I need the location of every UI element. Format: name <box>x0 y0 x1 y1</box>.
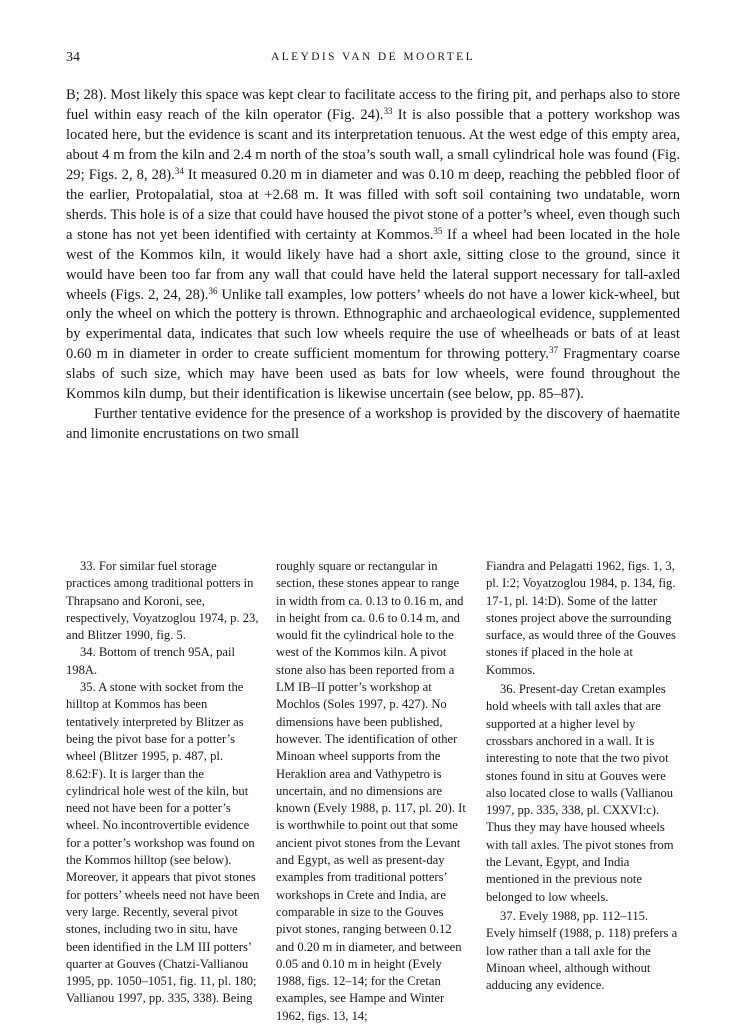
body-paragraph <box>66 405 680 445</box>
running-head: ALEYDIS VAN DE MOORTEL <box>270 51 476 63</box>
footnote: 37. Evely 1988, pp. 112–115. Evely himself (1988, p. 118) prefers a low rather than a tall axle for the Minoan wheel, although without adducing any evidence. <box>486 908 678 993</box>
body-paragraph <box>66 86 680 405</box>
footnote-reference: 36 <box>208 285 218 296</box>
body-text <box>66 86 680 445</box>
footnote-reference: 34 <box>174 165 184 176</box>
page-header <box>66 50 680 70</box>
page-number: 34 <box>66 50 80 65</box>
body-text-run: Further tentative evidence for the presence of a workshop is provided by the discovery of haematite and limonite encrustations on two small <box>66 406 680 443</box>
footnotes <box>66 558 680 1025</box>
footnote: 33. For similar fuel storage practices among traditional potters in Thrapsano and Koroni, see, respectively, Voyatzoglou 1974, p. 23, and Blitzer 1990, fig. 5. <box>66 559 259 643</box>
footnote: roughly square or rectangular in section, these stones appear to range in width from ca. 0.13 to 0.16 m, and in height from ca. 0.6 to 0.14 m, and would fit the cylindrical hole to the west of the Kommos kiln. A pivot stone also has been reported from a LM IB–II potter’s workshop at Mochlos (Soles 1997, p. 427). No dimensions have been published, however. The identification of other Minoan wheel supports from the Heraklion area and Vathypetro is uncertain, and no dimensions are known (Evely 1988, p. 117, pl. 20). It is worthwhile to point out that some ancient pivot stones from the Levant and Egypt, as well as present-day examples from traditional potters’ workshops in Crete and India, are comparable in size to the Gouves pivot stones, ranging between 0.12 and 0.20 m in diameter, and between 0.05 and 0.10 m in height (Evely 1988, figs. 12–14; for the Cretan examples, see Hampe and Winter 1962, figs. 13, 14; <box>276 559 466 1023</box>
footnote-reference: 37 <box>549 345 559 356</box>
footnote-column-2 <box>276 558 470 1025</box>
body-text-run: Fragmentary coarse slabs of such size, which may have been used as bats for low wheels, were found throughout the Kommos kiln dump, but their identification is likewise uncertain (see below, pp. 85–87). <box>66 346 680 403</box>
footnote: 35. A stone with socket from the hilltop at Kommos has been tentatively interpreted by Blitzer as being the pivot base for a potter’s wheel (Blitzer 1995, p. 487, pl. 8.62:F). It is larger than the cylindrical hole west of the kiln, but need not have been for a potter’s wheel. No incontrovertible evidence for a potter’s workshop was found on the Kommos hilltop (see below). Moreover, it appears that pivot stones for potters’ wheels need not have been very large. Recently, several pivot stones, including two in situ, have been identified in the LM III potters’ quarter at Gouves (Chatzi-Vallianou 1995, pp. 1050–1051, fig. 11, pl. 180; Vallianou 1997, pp. 335, 338). Being <box>66 680 260 1006</box>
footnote-reference: 33 <box>383 105 393 116</box>
body-text-run: It measured 0.20 m in diameter and was 0.10 m deep, reaching the pebbled floor of the earlier, Protopalatial, stoa at +2.68 m. It was filled with soft soil containing two undatable, worn sherds. This hole is of a size that could have housed the pivot stone of a potter’s wheel, even though such a stone has not yet been identified with certainty at Kommos. <box>66 166 681 243</box>
body-text-run: B; 28). Most likely this space was kept clear to facilitate access to the firing pit, and perhaps also to store fuel within easy reach of the kiln operator (Fig. 24). <box>66 87 680 123</box>
footnote-column-1 <box>66 558 260 1025</box>
body-text-run: It is also possible that a pottery workshop was located here, but the evidence is scant and its interpretation tenuous. At the west edge of this empty area, about 4 m from the kiln and 2.4 m north of the stoa’s south wall, a small cylindrical hole was found (Fig. 29; Figs. 2, 8, 28). <box>66 106 680 183</box>
footnote: 36. Present-day Cretan examples hold wheels with tall axles that are supported at a higher level by crossbars anchored in a wall. It is interesting to note that the two pivot stones found in situ at Gouves were also located close to walls (Vallianou 1997, pp. 335, 338, pl. CXXVI:c). Thus they may have housed wheels with tall axles. The pivot stones from the Levant, Egypt, and India mentioned in the previous note belonged to low wheels. <box>486 682 674 904</box>
footnote: 34. Bottom of trench 95A, pail 198A. <box>66 645 235 677</box>
body-text-run: If a wheel had been located in the hole west of the Kommos kiln, it would likely have had a short axle, sitting close to the ground, since it would have been too far from any wall that could have held the lateral support necessary for tall-axled wheels (Figs. 2, 24, 28). <box>66 226 680 303</box>
footnote-reference: 35 <box>433 225 443 236</box>
footnote: Fiandra and Pelagatti 1962, figs. 1, 3, pl. I:2; Voyatzoglou 1984, p. 134, fig. 17-1, pl. 14:D). Some of the latter stones project above the surrounding surface, as would three of the Gouves stones if placed in the hole at Kommos. <box>486 559 676 677</box>
footnote-column-3 <box>486 558 680 1025</box>
body-text-run: Unlike tall examples, low potters’ wheels do not have a lower kick-wheel, but only the wheel on which the pottery is thrown. Ethnographic and archaeological evidence, supplemented by experimental data, indicates that such low wheels require the use of wheelheads or bats of at least 0.60 m in diameter in order to create sufficient momentum for throwing pottery. <box>66 286 680 363</box>
